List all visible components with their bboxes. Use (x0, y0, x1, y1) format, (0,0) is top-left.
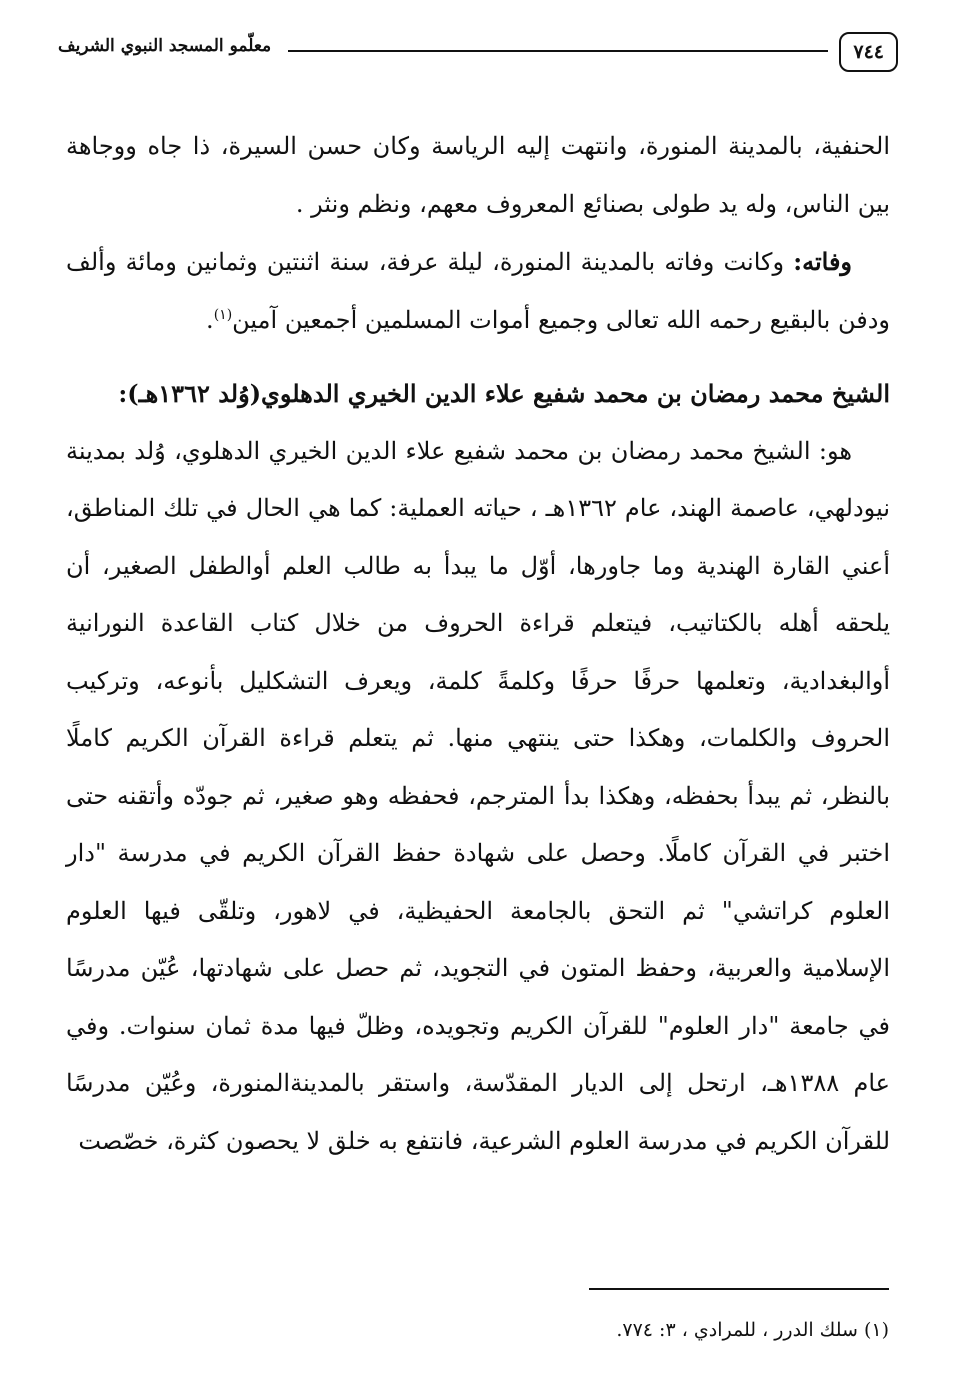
section-heading: الشيخ محمد رمضان بن محمد شفيع علاء الدين الخيري الدهلوي(وُلد ١٣٦٢هـ): (118, 379, 890, 408)
paragraph-death (66, 233, 890, 349)
footnote-marker: (١) (213, 306, 233, 323)
paragraph-text: وكانت وفاته بالمدينة المنورة، ليلة عرفة، سنة اثنتين وثمانين ومائة وألف ودفن بالبقيع رحمه الله تعالى وجميع أموات المسلمين أجمعين آمين (66, 248, 890, 334)
paragraph-continuation: الحنفية، بالمدينة المنورة، وانتهت إليه الرياسة وكان حسن السيرة، ذا جاه ووجاهة بين الناس، وله يد طولى بصنائع المعروف معهم، ونظم ونثر . (66, 132, 890, 218)
page-number: ٧٤٤ (839, 32, 898, 72)
paragraph-lead-word: وفاته: (793, 247, 852, 276)
footnote: (١) سلك الدرر ، للمرادي ، ٣: ٧٧٤. (616, 1319, 889, 1341)
paragraph-biography: هو: الشيخ محمد رمضان بن محمد شفيع علاء الدين الخيري الدهلوي، وُلد بمدينة نيودلهي، عاصمة الهند، عام ١٣٦٢هـ ، حياته العملية: كما هي الحال في تلك المناطق، أعني القارة الهندية وما جاورها، أوّل ما يبدأ به طالب العلم أوالطفل الصغير، أن يلحقه أهله بالكتاتيب، فيتعلم قراءة الحروف من خلال كتاب القاعدة النورانية أوالبغدادية، وتعلمها حرفًا حرفًا وكلمةً كلمة، ويعرف التشكليل بأنوعه، وتركيب الحروف والكلمات، وهكذا حتى ينتهي منها. ثم يتعلم قراءة القرآن الكريم كاملًا بالنظر، ثم يبدأ بحفظه، وهكذا بدأ المترجم، فحفظه وهو صغير، ثم جودّه وأتقنه حتى اختبر في القرآن كاملًا. وحصل على شهادة حفظ القرآن الكريم في مدرسة "دار العلوم كراتشي" ثم التحق بالجامعة الحفيظية، في لاهور، وتلقّى فيها العلوم الإسلامية والعربية، وحفظ المتون في التجويد، ثم حصل على شهادتها، عُيّن مدرسًا في جامعة "دار العلوم" للقرآن الكريم وتجويده، وظلّ فيها مدة ثمان سنوات. وفي عام ١٣٨٨هـ، ارتحل إلى الديار المقدّسة، واستقر بالمدينةالمنورة، وعُيّن مدرسًا للقرآن الكريم في مدرسة العلوم الشرعية، فانتفع به خلق لا يحصون كثرة، خصّصت (66, 436, 891, 1155)
footnote-rule (589, 1288, 889, 1290)
paragraph-end: . (206, 305, 214, 334)
main-text (66, 118, 890, 1170)
running-header (58, 30, 898, 74)
header-rule (288, 50, 828, 52)
running-title: معلّمو المسجد النبوي الشريف (58, 36, 272, 56)
